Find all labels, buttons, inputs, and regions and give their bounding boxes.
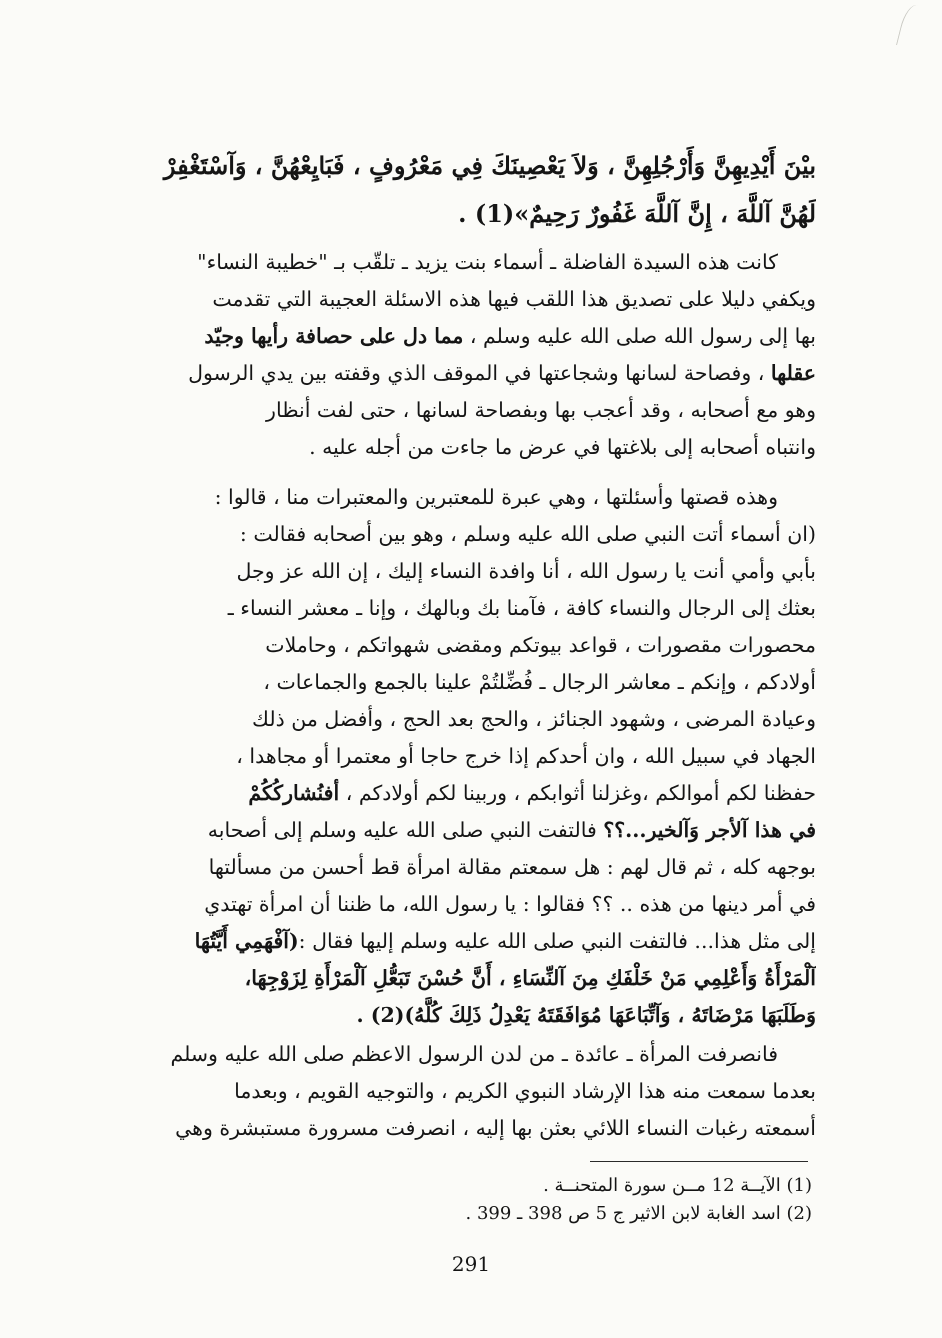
quran-verse-block <box>130 142 816 238</box>
paragraph-line <box>130 812 816 849</box>
paragraph-line <box>130 775 816 812</box>
corner-pencil-mark <box>896 2 925 49</box>
paragraph-line: ويكفي دليلا على تصديق هذا اللقب فيها هذه الاسئلة العجيبة التي تقدمت <box>212 287 816 311</box>
paragraph-line: محصورات مقصورات ، قواعد بيوتكم ومقضى شهواتكم ، وحاملات <box>265 633 816 657</box>
bold-phrase: عقلها <box>770 361 816 385</box>
verse-line: لَهُنَّ آللَّهَ ، إِنَّ آللَّهَ غَفُورٌ رَحِيمٌ»(1) . <box>458 199 816 228</box>
line-text: ، وفصاحة لسانها وشجاعتها في الموقف الذي وقفته بين يدي الرسول <box>188 361 771 385</box>
paragraph-line: وانتباه أصحابه إلى بلاغتها في عرض ما جاءت من أجله عليه . <box>309 435 816 459</box>
verse-line: َبيْنَ أَيْدِيهِنَّ وَأَرْجُلِهِنَّ ، وَلاَ يَعْصِينَكَ فِي مَعْرُوفٍ ، فَبَايِعْهُنَّ ، وَآسْتَغْفِرْ <box>163 151 816 180</box>
bold-phrase: مما دل على حصافة رأيها وجيّد <box>204 324 464 348</box>
line-text: بها إلى رسول الله صلى الله عليه وسلم ، <box>463 324 816 348</box>
paragraph-line: أسمعته رغبات النساء اللائي بعثن بها إليه ، انصرفت مسرورة مستبشرة وهي <box>175 1116 816 1140</box>
paragraph-line: بعدما سمعت منه هذا الإرشاد النبوي الكريم ، والتوجيه القويم ، وبعدما <box>234 1079 816 1103</box>
paragraph-1 <box>130 244 816 466</box>
paragraph-2 <box>130 479 816 1034</box>
paragraph-line: بأبي وأمي أنت يا رسول الله ، أنا وافدة النساء إليك ، إن الله عز وجل <box>236 559 816 583</box>
paragraph-line: كانت هذه السيدة الفاضلة ـ أسماء بنت يزيد ـ تلقّب بـ "خطيبة النساء" <box>197 250 778 274</box>
paragraph-3 <box>130 1036 816 1147</box>
footnote-divider <box>590 1161 808 1162</box>
paragraph-line: في أمر دينها من هذه .. ؟؟ فقالوا : يا رسول الله، ما ظننا أن امرأة تهتدي <box>204 892 816 916</box>
paragraph-line: وهذه قصتها وأسئلتها ، وهي عبرة للمعتبرين والمعتبرات منا ، قالوا : <box>214 485 778 509</box>
paragraph-line: فانصرفت المرأة ـ عائدة ـ من لدن الرسول الاعظم صلى الله عليه وسلم <box>170 1042 778 1066</box>
paragraph-line: (ان أسماء أتت النبي صلى الله عليه وسلم ، وهو بين أصحابه فقالت : <box>239 522 816 546</box>
footnotes <box>300 1172 812 1228</box>
footnote-1: (1) الآيــة 12 مــن سورة المتحنــة . <box>543 1175 812 1196</box>
paragraph-line <box>130 318 816 355</box>
bold-phrase: في هذا آلأجر وَآلخير...؟؟ <box>603 818 816 842</box>
hadith-line: آلْمَرْأَةُ وَأَعْلِمِي مَنْ خَلْفَكِ مِنَ آلنِّسَاءِ ، أَنَّ حُسْنَ تَبَعُّلِ آلْمَرْأَةِ لِزَوْجِهَا، <box>244 966 816 990</box>
page-number: 291 <box>451 1252 491 1276</box>
paragraph-line: وهو مع أصحابه ، وقد أعجب بها وبفصاحة لسانها ، حتى لفت أنظار <box>266 398 816 422</box>
line-text: حفظنا لكم أموالكم ،وغزلنا أثوابكم ، وربينا لكم أولادكم ، <box>339 781 816 805</box>
paragraph-line <box>130 355 816 392</box>
paragraph-line <box>130 923 816 960</box>
line-text: إلى مثل هذا... فالتفت النبي صلى الله عليه وسلم إليها فقال : <box>298 929 816 953</box>
paragraph-line: أولادكم ، وإنكم ـ معاشر الرجال ـ فُضِّلتُمْ علينا بالجمع والجماعات ، <box>263 670 816 694</box>
hadith-line: وَطَلَبَهَا مَرْضَاتَهُ ، وَآتِّبَاعَهَا مُوَافَقَتَهُ يَعْدِلُ ذَلِكَ كُلَّهُ)(2) . <box>356 1003 816 1027</box>
bold-phrase: (آفْهَمِي أَيَّتُهَا <box>194 929 299 953</box>
footnote-2: (2) اسد الغابة لابن الاثير ج 5 ص 398 ـ 399 . <box>465 1203 812 1224</box>
paragraph-line: بوجهه كله ، ثم قال لهم : هل سمعتم مقالة امرأة قط أحسن من مسألتها <box>208 855 816 879</box>
bold-phrase: أفنُشاركُكُمْ <box>248 781 340 805</box>
paragraph-line: بعثك إلى الرجال والنساء كافة ، فآمنا بك وبالهك ، وإنا ـ معشر النساء ـ <box>227 596 816 620</box>
paragraph-line: وعيادة المرضى ، وشهود الجنائز ، والحج بعد الحج ، وأفضل من ذلك <box>252 707 816 731</box>
paragraph-line: الجهاد في سبيل الله ، وان أحدكم إذا خرج حاجا أو معتمرا أو مجاهدا ، <box>236 744 816 768</box>
line-text: فالتفت النبي صلى الله عليه وسلم إلى أصحابه <box>207 818 604 842</box>
